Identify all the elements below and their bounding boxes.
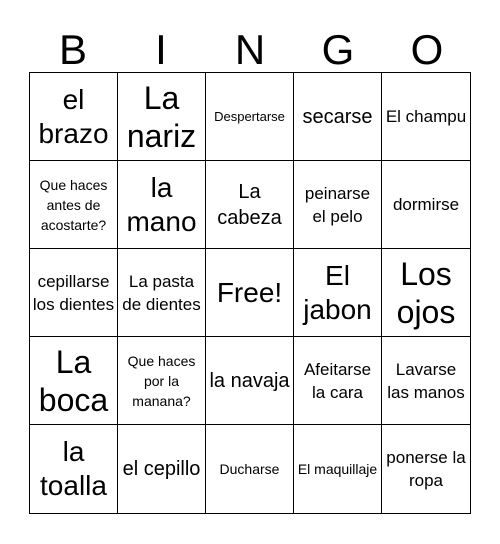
bingo-cell[interactable] (206, 161, 294, 249)
bingo-cell-text: Free! (216, 276, 283, 308)
bingo-cell-text: la toalla (40, 436, 107, 501)
bingo-cell-text: La pasta de dientes (122, 271, 201, 314)
header-letter-n: N (234, 26, 266, 73)
bingo-cell[interactable] (382, 337, 470, 425)
header-letter-g: G (321, 26, 355, 73)
bingo-grid (29, 72, 471, 514)
bingo-cell[interactable] (206, 425, 294, 513)
bingo-cell-text: La nariz (126, 79, 197, 154)
bingo-cell-text: Despertarse (214, 109, 285, 124)
bingo-cell-text: Afeitarse la cara (303, 359, 372, 402)
header-letter-b: B (58, 26, 87, 73)
bingo-cell[interactable] (294, 337, 382, 425)
bingo-cell[interactable] (382, 161, 470, 249)
bingo-cell[interactable] (382, 73, 470, 161)
bingo-cell-text: La cabeza (217, 180, 282, 229)
bingo-cell-text: cepillarse los dientes (32, 271, 115, 314)
bingo-cell-text: Lavarse las manos (387, 359, 465, 402)
bingo-cell-text: La boca (38, 343, 109, 418)
bingo-cell[interactable] (294, 425, 382, 513)
bingo-cell[interactable] (30, 161, 118, 249)
bingo-cell[interactable] (30, 337, 118, 425)
bingo-cell-text: la navaja (209, 369, 290, 392)
bingo-cell-text: El champu (385, 107, 467, 126)
bingo-cell[interactable] (30, 249, 118, 337)
bingo-cell[interactable] (294, 249, 382, 337)
header-letter-o: O (410, 26, 444, 73)
bingo-header (29, 28, 471, 72)
bingo-cell[interactable] (294, 73, 382, 161)
bingo-cell[interactable] (294, 161, 382, 249)
bingo-cell-text: El maquillaje (297, 461, 378, 477)
bingo-cell-text: peinarse el pelo (304, 183, 371, 226)
bingo-cell-text: la mano (126, 171, 197, 237)
bingo-cell-text: Los ojos (396, 255, 456, 330)
bingo-cell[interactable] (118, 161, 206, 249)
header-letter-i: I (155, 26, 167, 73)
bingo-cell[interactable] (206, 73, 294, 161)
bingo-cell-text: ponerse la ropa (386, 448, 466, 490)
bingo-cell[interactable] (206, 249, 294, 337)
bingo-cell-text: el cepillo (122, 458, 201, 480)
bingo-cell[interactable] (118, 337, 206, 425)
bingo-cell-text: El jabon (303, 259, 372, 325)
bingo-cell[interactable] (206, 337, 294, 425)
bingo-cell-text: dormirse (392, 195, 460, 214)
bingo-cell[interactable] (30, 425, 118, 513)
bingo-cell[interactable] (382, 249, 470, 337)
bingo-cell[interactable] (382, 425, 470, 513)
bingo-cell[interactable] (30, 73, 118, 161)
bingo-cell-text: secarse (302, 105, 373, 128)
bingo-cell[interactable] (118, 73, 206, 161)
bingo-cell-text: Ducharse (219, 461, 280, 477)
bingo-cell[interactable] (118, 425, 206, 513)
bingo-cell-text: Que haces antes de acostarte? (39, 176, 108, 233)
bingo-cell[interactable] (118, 249, 206, 337)
bingo-cell-text: Que haces por la manana? (127, 352, 196, 409)
bingo-cell-text: el brazo (38, 83, 109, 149)
